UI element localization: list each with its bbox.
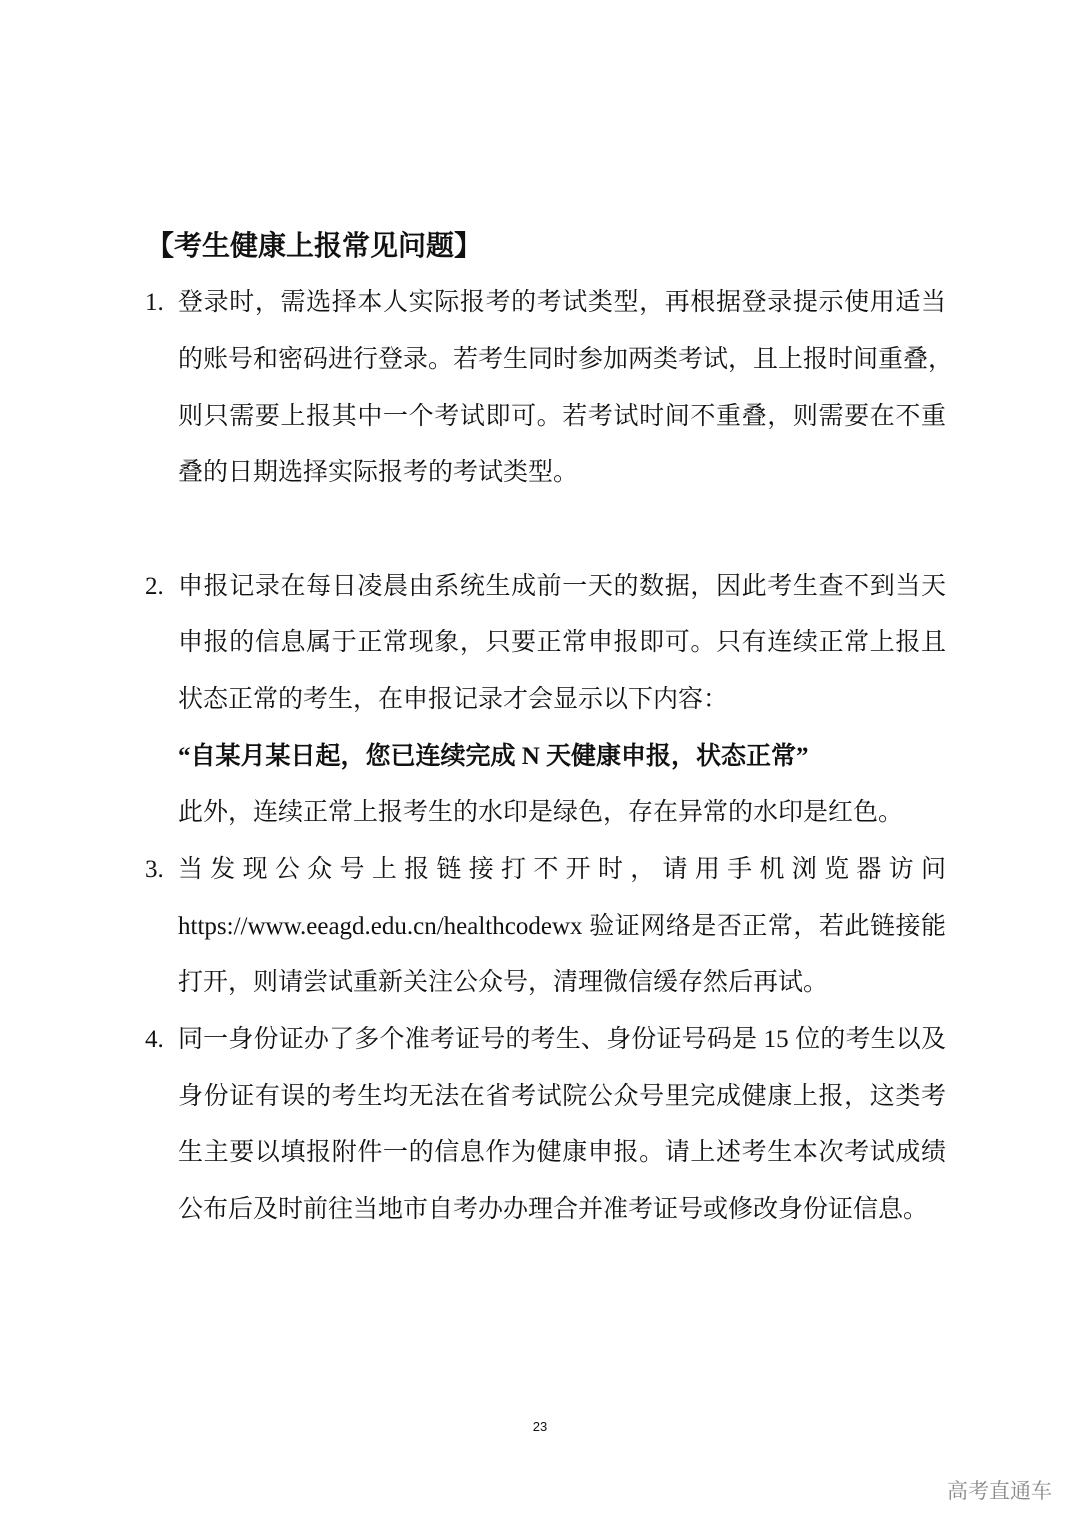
item-4-line: 公布后及时前往当地市自考办办理合并准考证号或修改身份证信息。	[178, 1196, 929, 1223]
watermark: 高考直通车	[947, 1480, 1052, 1503]
item-2-line: 申报记录在每日凌晨由系统生成前一天的数据，因此考生查不到当天	[178, 573, 946, 600]
item-number: 1.	[145, 289, 164, 316]
item-4-line: 身份证有误的考生均无法在省考试院公众号里完成健康上报，这类考	[178, 1083, 946, 1110]
page-number: 23	[532, 1419, 548, 1434]
item-2-line: 申报的信息属于正常现象，只要正常申报即可。只有连续正常上报且	[178, 629, 946, 656]
item-3-url-line: https://www.eeagd.edu.cn/healthcodewx 验证网络是否正常，若此链接能	[178, 913, 946, 940]
item-3-line: 当发现公众号上报链接打不开时，请用手机浏览器访问	[178, 856, 946, 883]
item-number: 2.	[145, 573, 164, 600]
item-3-line: 打开，则请尝试重新关注公众号，清理微信缓存然后再试。	[178, 969, 829, 996]
item-1-line: 登录时，需选择本人实际报考的考试类型，再根据登录提示使用适当	[178, 289, 946, 316]
item-1-line: 的账号和密码进行登录。若考生同时参加两类考试，且上报时间重叠，	[178, 346, 954, 373]
status-quote: “自某月某日起，您已连续完成 N 天健康申报，状态正常”	[178, 743, 809, 770]
item-2-line: 此外，连续正常上报考生的水印是绿色，存在异常的水印是红色。	[178, 799, 904, 826]
item-2-line: 状态正常的考生，在申报记录才会显示以下内容：	[178, 686, 729, 713]
item-1-line: 叠的日期选择实际报考的考试类型。	[178, 459, 579, 486]
item-4-line: 同一身份证办了多个准考证号的考生、身份证号码是 15 位的考生以及	[178, 1026, 946, 1053]
item-4-line: 生主要以填报附件一的信息作为健康申报。请上述考生本次考试成绩	[178, 1139, 946, 1166]
section-title: 【考生健康上报常见问题】	[146, 231, 483, 262]
item-number: 4.	[145, 1026, 164, 1053]
item-number: 3.	[145, 856, 164, 883]
item-1-line: 则只需要上报其中一个考试即可。若考试时间不重叠，则需要在不重	[178, 403, 946, 430]
